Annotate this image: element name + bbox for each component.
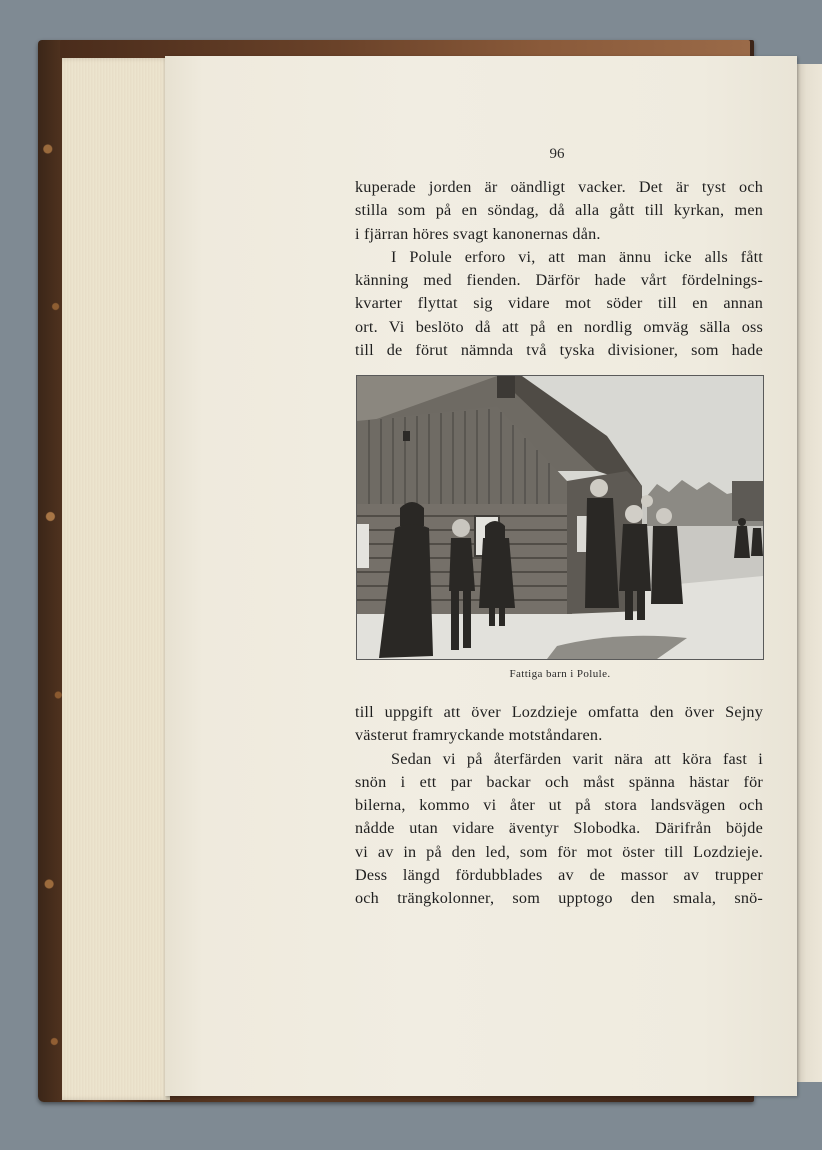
text-line: till uppgift att över Lozdzieje omfatta den över Sejny [355,703,763,721]
text-line: nådde utan vidare äventyr Slobodka. Därifrån böjde [355,819,763,838]
text-line: i fjärran höres svagt kanonernas dån. [355,224,601,243]
photo-illustration [357,376,763,659]
text-line: Dess längd fördubblades av de massor av trupper [355,866,763,885]
text-line: bilerna, kommo vi åter ut på stora landsvägen och [355,796,763,815]
text-line: och trängkolonner, som upptogo den smala, snö- [355,889,763,908]
text-line: till de förut nämnda två tyska divisioner, som hade [355,341,763,360]
text-line: känning med fienden. Därför hade vårt fördelnings- [355,271,763,290]
text-line: stilla som på en söndag, då alla gått till kyrkan, men [355,201,763,220]
text-line: I Polule erforo vi, att man ännu icke alls fått [391,247,763,266]
text-line: ort. Vi beslöto då att på en nordlig omväg sälla oss [355,317,763,336]
page-number: 96 [549,146,565,162]
text-line: snön i ett par backar och måst spänna hästar för [355,772,763,791]
facing-page-edge [796,64,822,1082]
page-stack [62,58,170,1100]
photo-caption: Fattiga barn i Polule. [509,668,611,680]
photograph [357,376,763,659]
text-line: kuperade jorden är oändligt vacker. Det är tyst och [355,178,763,196]
text-line: kvarter flyttat sig vidare mot söder till en annan [355,294,763,313]
text-line: Sedan vi på återfärden varit nära att köra fast i [391,749,763,768]
text-line: västerut framryckande motståndaren. [355,726,603,745]
paragraph-top [355,176,763,362]
text-line: vi av in på den led, som för mot öster till Lozdzieje. [355,842,763,861]
paragraph-bottom [355,701,763,911]
